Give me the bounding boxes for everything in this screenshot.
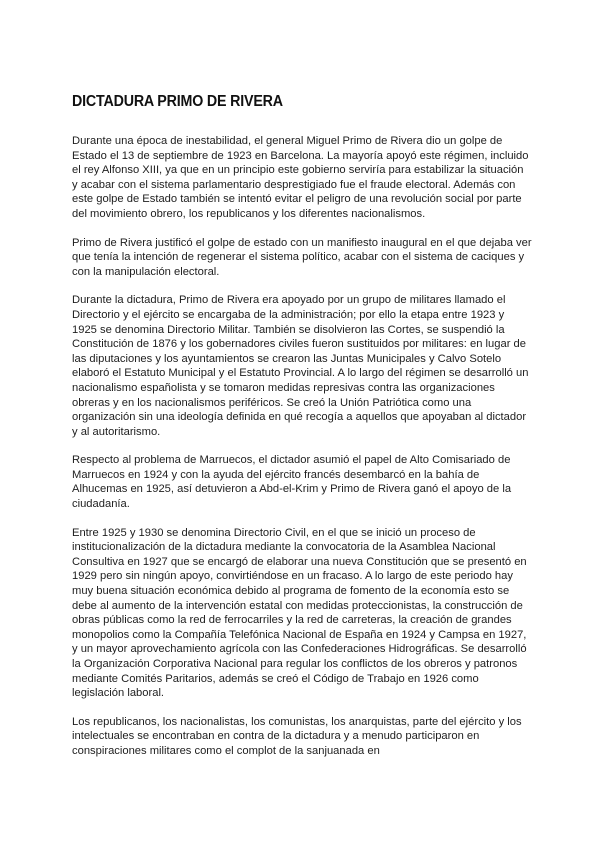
document-title: DICTADURA PRIMO DE RIVERA [72,93,283,110]
paragraph-manifiesto: Primo de Rivera justificó el golpe de estado con un manifiesto inaugural en el que dejaba ver que tenía la intención de regenerar el sistema político, acabar con el sistema de caciques y con la manipulación electoral. [72,236,532,278]
paragraph-marruecos: Respecto al problema de Marruecos, el dictador asumió el papel de Alto Comisariado de Marruecos en 1924 y con la ayuda del ejército francés desembarcó en la bahía de Alhucemas en 1925, así detuvieron a Abd-el-Krim y Primo de Rivera ganó el apoyo de la ciudadanía. [72,454,512,511]
paragraph-directorio-militar: Durante la dictadura, Primo de Rivera era apoyado por un grupo de militares llamado el Directorio y el ejército se encargaba de la administración; por ello la etapa entre 1923 y 1925 se denomina Directorio Militar. También se disolvieron las Cortes, se suspendió la Constitución de 1876 y los gobernadores civiles fueron sustituidos por militares: en lugar de las diputaciones y los ayuntamientos se crearon las Juntas Municipales y Calvo Sotelo elaboró el Estatuto Municipal y el Estatuto Provincial. A lo largo del régimen se desarrolló un nacionalismo españolista y se tomaron medidas represivas contra las organizaciones obreras y en los nacionalismos periféricos. Se creó la Unión Patriótica como una organización sin una ideología definida en qué recogía a aquellos que apoyaban al dictador y al autoritarismo. [72,294,529,438]
paragraph-directorio-civil: Entre 1925 y 1930 se denomina Directorio Civil, en el que se inició un proceso de institucionalización de la dictadura mediante la convocatoria de la Asamblea Nacional Consultiva en 1927 que se encargó de elaborar una nueva Constitución que se presentó en 1929 pero sin ningún apoyo, convirtiéndose en un fracaso. A lo largo de este periodo hay muy buena situación económica debido al programa de fomento de la economía esto se debe al aumento de la intervención estatal con medidas proteccionistas, la construcción de obras públicas como la red de ferrocarriles y la red de carreteras, la creación de grandes monopolios como la Compañía Telefónica Nacional de España en 1924 y Campsa en 1927, y un mayor aprovechamiento agrícola con las Confederaciones Hidrográficas. Se desarrolló la Organización Corporativa Nacional para regular los conflictos de los obreros y patronos mediante Comités Paritarios, además se creó el Código de Trabajo en 1926 como legislación laboral. [72,526,527,700]
document-page [72,92,532,773]
paragraph-golpe-de-estado: Durante una época de inestabilidad, el general Miguel Primo de Rivera dio un golpe de Estado el 13 de septiembre de 1923 en Barcelona. La mayoría apoyó este régimen, incluido el rey Alfonso XIII, ya que en un principio este gobierno serviría para estabilizar la situación y acabar con el sistema parlamentario desprestigiado fue el fraude electoral. Además con este golpe de Estado también se intentó evitar el peligro de una revolución social por parte del movimiento obrero, los republicanos y los diferentes nacionalismos. [72,135,529,220]
paragraph-oposicion: Los republicanos, los nacionalistas, los comunistas, los anarquistas, parte del ejército y los intelectuales se encontraban en contra de la dictadura y a menudo participaron en conspiraciones militares como el complot de la sanjuanada en [72,715,522,757]
